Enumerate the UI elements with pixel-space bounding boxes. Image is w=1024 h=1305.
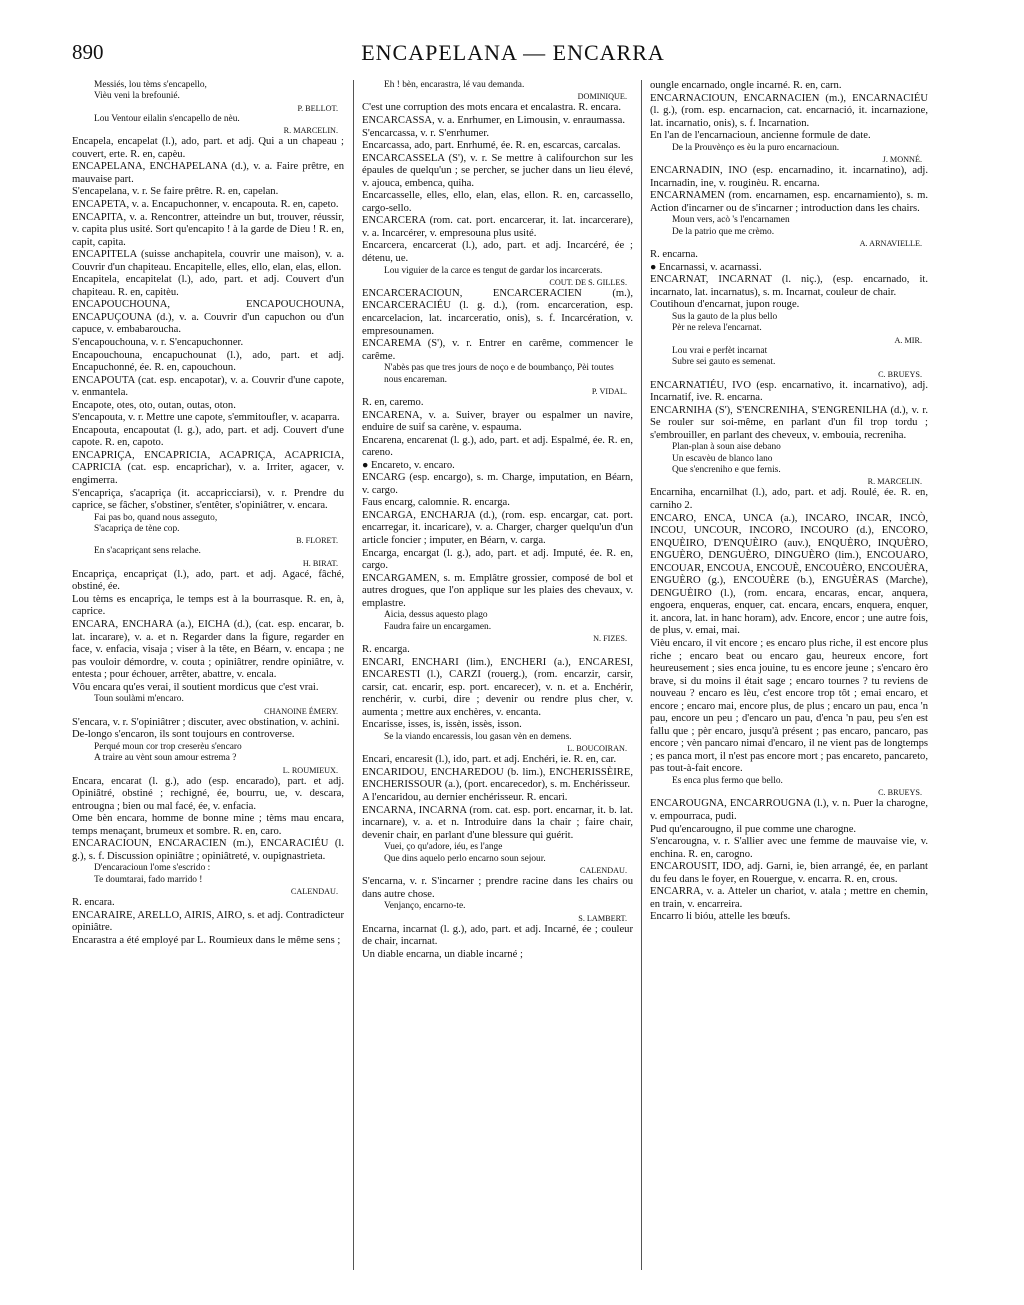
dictionary-entry: S'encapouta, v. r. Mettre une capote, s'emmitoufler, v. acaparra. bbox=[72, 412, 340, 424]
dictionary-entry: S'encarcassa, v. r. S'enrhumer. bbox=[362, 127, 489, 139]
dictionary-entry: S'encapelana, v. r. Se faire prêtre. R. en, capelan. bbox=[72, 186, 279, 198]
quotation: Lou Ventour eilalin s'encapello de nèu. bbox=[94, 113, 240, 124]
column-divider bbox=[353, 80, 354, 1270]
citation-author: B. FLORET. bbox=[296, 536, 338, 546]
dictionary-entry: ENCAPITA, v. a. Rencontrer, atteindre un but, trouver, réussir, v. capita plus usité. Sort qu'encapito ! à la garde de Dieu ! R. en, capit, capita. bbox=[72, 211, 344, 248]
dictionary-entry: Un diable encarna, un diable incarné ; bbox=[362, 948, 523, 960]
quotation: Venjanço, encarno-te. bbox=[384, 901, 466, 912]
dictionary-entry: Encapela, encapelat (l.), ado, part. et adj. Qui a un chapeau ; couvert, erte. R. en, capèu. bbox=[72, 136, 344, 160]
dictionary-entry: ENCAPETA, v. a. Encapuchonner, v. encapouta. R. en, capeto. bbox=[72, 198, 339, 210]
quotation: N'abès pas que tres jours de noço e de boumbanço, Pèi toutes nous encareman. bbox=[384, 363, 614, 385]
quotation: Fai pas bo, quand nous asseguto, bbox=[94, 512, 218, 523]
dictionary-entry: ENCARO, ENCA, UNCA (a.), INCARO, INCAR, INCÒ, INCOU, UNCOUR, INCORO, INCOURO (d.), ENCORO, ENQUÈIRO, D'ENQUÈIRO (auv.), ENQUÈRO, INQUÈRO, ENGUÈRO, DENGUÈRO, DINGUÈRO (lim.), ENCOUARO, ENCOUAR, ENCOUA, ENCOUÈ, ENCOUÈRO, ENCOUÈRA, ENGUÈRO (g.), ENCOUÈRE (b.), ENGUÈRAS (Marche), DENGUÈIRO (l.), (rom. encara, encaras, encar, anquera, engoera, enqueras, enquer, cat. encara, encars, enquera, enquer, it. ancora, lat. in hanc horam), adv. Encore, encor ; une autre fois, de plus, v. emai, mai. bbox=[650, 512, 928, 637]
dictionary-entry: S'encapouchouna, v. r. S'encapuchonner. bbox=[72, 336, 244, 348]
dictionary-entry: R. encara. bbox=[72, 897, 115, 909]
dictionary-entry: oungle encarnado, ongle incarné. R. en, carn. bbox=[650, 80, 842, 91]
dictionary-entry: ENCARENA, v. a. Suiver, brayer ou espalmer un navire, enduire de suif sa carène, v. espauma. bbox=[362, 409, 633, 434]
quotation: D'encaracioun l'ome s'escrido : bbox=[94, 863, 211, 874]
quotation: Eh ! bèn, encarastra, lé vau demanda. bbox=[384, 80, 525, 90]
citation-author: C. BRUEYS. bbox=[878, 369, 922, 379]
dictionary-entry: Encara, encarat (l. g.), ado (esp. encarado), part. et adj. Opiniâtré, obstiné ; rechigné, ée, bourru, ue, v. descara, entrougna ; bien ou mal facé, ée, v. enfacia. bbox=[72, 775, 344, 812]
page-number: 890 bbox=[72, 40, 104, 64]
dictionary-entry: Vôu encara qu'es verai, il soutient mordicus que c'est vrai. bbox=[72, 681, 319, 693]
dictionary-entry: En l'an de l'encarnacioun, ancienne formule de date. bbox=[650, 130, 871, 142]
dictionary-entry: ENCARI, ENCHARI (lim.), ENCHERI (a.), ENCARESI, ENCARESTI (l.), CARZI (rouerg.), (rom. encarzir, carsir, carsir, cat. encarir, esp. port. encarecer), v. n. et a. Enchérir, renchérir, v. curbi, dire ; devenir ou rendre plus cher, v. aumenta ; mettre aux enchères, v. encanta. bbox=[362, 656, 633, 718]
dictionary-entry: Encarcasselle, elles, ello, elan, elas, ellon. R. en, carcassello, cargo-sello. bbox=[362, 190, 633, 214]
dictionary-entry: ENCAPOUCHOUNA, ENCAPOUCHOUNA, ENCAPUÇOUNA (d.), v. a. Couvrir d'un capuchon ou d'un capuce, v. embabaroucha. bbox=[72, 299, 344, 336]
dictionary-entry: ENCARAIRE, ARELLO, AIRIS, AIRO, s. et adj. Contradicteur opiniâtre. bbox=[72, 909, 344, 934]
quotation: Se la viando encaressis, lou gasan vèn en demens. bbox=[384, 731, 572, 742]
citation-author: R. MARCELIN. bbox=[283, 126, 338, 136]
dictionary-entry: Encapriça, encapriçat (l.), ado, part. et adj. Agacé, fâché, obstiné, ée. bbox=[72, 568, 344, 593]
dictionary-entry: Encarna, incarnat (l. g.), ado, part. et adj. Incarné, ée ; couleur de chair, incarnat. bbox=[362, 923, 633, 948]
dictionary-entry: S'encarna, v. r. S'incarner ; prendre racine dans les chairs ou dans autre chose. bbox=[362, 876, 633, 900]
dictionary-entry: Coutihoun d'encarnat, jupon rouge. bbox=[650, 299, 800, 311]
dictionary-entry: ENCAREMA (S'), v. r. Entrer en carême, commencer le carême. bbox=[362, 338, 633, 362]
dictionary-entry: ENCARNIHA (S'), S'ENCRENIHA, S'ENGRENILHA (d.), v. r. Se rouler sur soi-même, en parlant d'un fil trop tordu ; s'embrouiller, en parlant des cheveux, v. embouia, recreniha. bbox=[650, 404, 928, 441]
dictionary-entry: ENCARA, ENCHARA (a.), EICHA (d.), (cat. esp. encarar, b. lat. incarare), v. a. et n. Regarder dans la figure, regarder en face, v. enfacia, visaja ; viser à la tête, en Béarn, v. encapa ; ne pas vouloir démordre, v. couta ; opiniâtrer, rendre opiniâtre, v. entesta ; pour échouer, arrêter, abattre, v. encala. bbox=[72, 619, 344, 681]
citation-author: P. VIDAL. bbox=[591, 387, 627, 397]
citation-author: L. ROUMIEUX. bbox=[282, 765, 338, 775]
dictionary-entry: ENCARNATIÉU, IVO (esp. encarnativo, it. incarnativo), adj. Incarnatif, ive. R. encarna. bbox=[650, 379, 928, 404]
citation-author: N. FIZES. bbox=[593, 634, 627, 644]
citation-author: CHANOINE ÉMERY. bbox=[264, 706, 338, 716]
dictionary-entry: ENCARRA, v. a. Atteler un chariot, v. atala ; mettre en chemin, en train, v. encarreira. bbox=[650, 886, 928, 910]
dictionary-entry: Encarcera, encarcerat (l.), ado, part. et adj. Incarcéré, ée ; détenu, ue. bbox=[362, 240, 633, 264]
dictionary-entry: ENCARG (esp. encargo), s. m. Charge, imputation, en Béarn, v. cargo. bbox=[362, 472, 633, 496]
dictionary-entry: C'est une corruption des mots encara et encalastra. R. encara. bbox=[362, 102, 621, 114]
citation-author: CALENDAU. bbox=[579, 866, 627, 875]
quotation: Vièu veni la brefounié. bbox=[94, 91, 180, 102]
citation-author: H. BIRAT. bbox=[302, 558, 338, 568]
dictionary-entry: ENCARCASSELA (S'), v. r. Se mettre à califourchon sur les épaules de quelqu'un ; se percher, se jucher dans un lieu élevé, v. ajouca, embenca, quiha. bbox=[362, 152, 633, 189]
citation-author: P. BELLOT. bbox=[297, 103, 338, 113]
quotation: Sus la gauto de la plus bello bbox=[672, 311, 778, 322]
dictionary-entry: Encarniha, encarnilhat (l.), ado, part. et adj. Roulé, ée. R. en, carniho 2. bbox=[650, 487, 928, 511]
dictionary-entry: R. en, caremo. bbox=[362, 397, 424, 409]
dictionary-entry: R. encarna. bbox=[650, 249, 698, 261]
dictionary-entry: Encarro li bióu, attelle les bœufs. bbox=[650, 911, 791, 923]
dictionary-entry: Encarisse, isses, is, issèn, issès, isson. bbox=[362, 719, 522, 731]
dictionary-entry: Ome bèn encara, homme de bonne mine ; tèms mau encara, temps menaçant, brumeux et sombre. R. en, caro. bbox=[72, 813, 344, 837]
quotation: Moun vers, acò 's l'encarnamen bbox=[672, 215, 790, 226]
dictionary-entry: ENCARGAMEN, s. m. Emplâtre grossier, composé de bol et autres drogues, que l'on applique sur les plaies des chevaux, v. emplastre. bbox=[362, 572, 633, 609]
dictionary-entry: ENCARIDOU, ENCHAREDOU (b. lim.), ENCHERISSÈIRE, ENCHERISSOUR (a.), (port. encarecedor), s. m. Enchérisseur. bbox=[362, 766, 633, 791]
dictionary-entry: Faus encarg, calomnie. R. encarga. bbox=[362, 497, 510, 509]
quotation: Faudra faire un encargamen. bbox=[384, 621, 492, 632]
quotation: Lou vrai e perfèt incarnat bbox=[672, 345, 768, 356]
dictionary-entry: ENCARACIOUN, ENCARACIEN (m.), ENCARACIÉU (l. g.), s. f. Discussion opiniâtre ; opiniâtreté, v. oupignastrieta. bbox=[72, 838, 344, 862]
quotation: Que s'encreniho e que fernis. bbox=[672, 465, 781, 476]
dictionary-entry: Encarga, encargat (l. g.), ado, part. et adj. Imputé, ée. R. en, cargo. bbox=[362, 547, 633, 572]
dictionary-entry: Encapouta, encapoutat (l. g.), ado, part. et adj. Couvert d'une capote. R. en, capoto. bbox=[72, 424, 344, 449]
quotation: De la patrio que me crèmo. bbox=[672, 226, 775, 237]
dictionary-entry: Encari, encaresit (l.), ido, part. et adj. Enchéri, ie. R. en, car. bbox=[362, 754, 617, 766]
dictionary-entry: ENCAPRIÇA, ENCAPRICIA, ACAPRIÇA, ACAPRICIA, CAPRICIA (cat. esp. encaprichar), v. a. Irriter, agacer, v. engimerra. bbox=[72, 449, 344, 486]
citation-author: CALENDAU. bbox=[290, 887, 338, 897]
dictionary-entry: ENCAPOUTA (cat. esp. encapotar), v. a. Couvrir d'une capote, v. enmantela. bbox=[72, 374, 344, 399]
dictionary-entry: Lou tèms es encapriça, le temps est à la bourrasque. R. en, à, caprice. bbox=[72, 593, 344, 618]
column-3 bbox=[650, 80, 928, 1295]
dictionary-entry: ENCAPITELA (suisse anchapitela, couvrir une maison), v. a. Couvrir d'un chapiteau. Encapitelle, elles, ello, elan, elas, ellon. bbox=[72, 249, 344, 273]
quotation: En s'acapriçant sens relache. bbox=[94, 546, 201, 557]
citation-author: DOMINIQUE. bbox=[577, 92, 627, 102]
dictionary-entry: ENCARNAMEN (rom. encarnamen, esp. encarnamiento), s. m. Action d'incarner ou de s'incarner ; introduction dans les chairs. bbox=[650, 190, 928, 214]
citation-author: A. MIR. bbox=[894, 335, 922, 345]
quotation: S'acapriça de tène cop. bbox=[94, 524, 180, 535]
quotation: A traire au vènt soun amour estrema ? bbox=[94, 753, 237, 764]
quotation: Messiés, lou tèms s'encapello, bbox=[94, 80, 207, 90]
dictionary-entry: S'encapriça, s'acapriça (it. accapricciarsi), v. r. Prendre du caprice, se fâcher, s'obstiner, s'entêter, s'opiniâtrer, v. encara. bbox=[72, 487, 344, 512]
dictionary-entry: ENCARNAT, INCARNAT (l. niç.), (esp. encarnado, it. incarnato, lat. incarnatus), s. m. Incarnat, couleur de chair. bbox=[650, 274, 928, 298]
quotation: De la Prouvènço es èu la puro encarnacioun. bbox=[672, 142, 840, 153]
running-title: ENCAPELANA — ENCARRA bbox=[361, 40, 665, 65]
dictionary-entry: Encarena, encarenat (l. g.), ado, part. et adj. Espalmé, ée. R. en, careno. bbox=[362, 434, 633, 459]
dictionary-entry: S'encarougna, v. r. S'allier avec une femme de mauvaise vie, v. enchina. R. en, carogno. bbox=[650, 836, 928, 860]
dictionary-entry: Encarcassa, ado, part. Enrhumé, ée. R. en, escarcas, carcalas. bbox=[362, 140, 621, 152]
quotation: Te doumtarai, fado marrido ! bbox=[94, 874, 203, 885]
quotation: Un escavèu de blanco lano bbox=[672, 453, 773, 464]
citation-author: R. MARCELIN. bbox=[867, 477, 922, 487]
citation-author: L. BOUCOIRAN. bbox=[567, 744, 627, 754]
dictionary-entry: ENCARNADIN, INO (esp. encarnadino, it. incarnatino), adj. Incarnadin, ine, v. rouginèu. R. encarna. bbox=[650, 165, 928, 189]
dictionary-entry: Vièu encaro, il vit encore ; es encaro plus riche, il est encore plus riche ; encaro beat ou encaro gau, heureux encore, fort heureusement ; sies enca jouine, tu es encore jeune ; s'encaro èro brave, si du moins il était sage ; encaro tournes ? tu reviens de nouveau ? encaro es lèu, c'est encore trop tôt ; emai encaro, et encore ; encaro mai, encore plus, de plus ; encaro un pau, enca 'n pau, encore un peu ; d'encaro un pau, d'enca 'n pau, peu s'en est fallu que ; pèr encaro, jusqu'à présent ; pas encaro, pancaro, pas encore ; vèn pancaro nimai d'encaro, il ne vient pas de longtemps ; es panca mort, il n'est pas encore mort ; pas encareto, pancareto, pas tout-à-fait encore. bbox=[650, 638, 928, 775]
dictionary-entry: ENCARCERACIOUN, ENCARCERACIEN (m.), ENCARCERACIÉU (l. g. d.), (rom. encarceration, esp. encarcelacion, lat. incarceratio, onis), s. f. Incarcération, v. empresounamen. bbox=[362, 287, 633, 337]
citation-author: C. BRUEYS. bbox=[878, 788, 922, 798]
dictionary-entry: ● Encarnassi, v. acarnassi. bbox=[650, 261, 762, 273]
quotation: Plan-plan à soun aise debano bbox=[672, 442, 781, 453]
dictionary-entry: Encapote, otes, oto, outan, outas, oton. bbox=[72, 399, 236, 411]
quotation: Es enca plus fermo que bello. bbox=[672, 776, 783, 787]
quotation: Aicia, dessus aquesto plago bbox=[384, 610, 488, 621]
quotation: Subre sei gauto es semenat. bbox=[672, 357, 776, 368]
citation-author: J. MONNÉ. bbox=[882, 155, 922, 165]
dictionary-entry: R. encarga. bbox=[362, 644, 410, 656]
column-divider bbox=[641, 80, 642, 1270]
dictionary-entry: ENCARNACIOUN, ENCARNACIEN (m.), ENCARNACIÉU (l. g.), (rom. esp. encarnacion, cat. encarnació, it. incarnazione, lat. incarnatio, onis), s. f. Incarnation. bbox=[650, 92, 928, 129]
dictionary-entry: Pud qu'encarougno, il pue comme une charogne. bbox=[650, 823, 857, 835]
dictionary-entry: ENCAPELANA, ENCHAPELANA (d.), v. a. Faire prêtre, en mauvaise part. bbox=[72, 161, 344, 185]
quotation: Toun soulàmi m'encaro. bbox=[94, 694, 184, 705]
quotation: Vuei, ço qu'adore, iéu, es l'ange bbox=[384, 842, 503, 853]
citation-author: A. ARNAVIELLE. bbox=[859, 239, 922, 249]
quotation: Que dins aquelo perlo encarno soun sejour. bbox=[384, 853, 546, 864]
dictionary-entry: S'encara, v. r. S'opiniâtrer ; discuter, avec obstination, v. achini. bbox=[72, 716, 340, 728]
dictionary-entry: ENCARNA, INCARNA (rom. cat. esp. port. encarnar, it. b. lat. incarnare), v. a. et n. Introduire dans la chair ; faire chair, devenir chair, en parlant d'une blessure qui guérit. bbox=[362, 804, 633, 841]
dictionary-entry: De-longo s'encaron, ils sont toujours en controverse. bbox=[72, 729, 295, 741]
citation-author: COUT. DE S. GILLES. bbox=[549, 277, 627, 287]
dictionary-entry: Encapitela, encapitelat (l.), ado, part. et adj. Couvert d'un chapiteau. R. en, capitèu. bbox=[72, 274, 344, 298]
citation-author: S. LAMBERT. bbox=[578, 913, 627, 923]
dictionary-entry: A l'encaridou, au dernier enchérisseur. R. encari. bbox=[362, 792, 568, 803]
dictionary-entry: ENCARGA, ENCHARJA (d.), (rom. esp. encargar, cat. port. encarregar, it. incaricare), v. a. Charger, charger quelqu'un d'un article foncier ; imputer, en Béarn, v. carga. bbox=[362, 509, 633, 547]
dictionary-entry: ENCAROUSIT, IDO, adj. Garni, ie, bien arrangé, ée, en parlant du feu dans le foyer, en Rouergue, v. encarra. R. en, crous. bbox=[650, 861, 928, 885]
dictionary-entry: ● Encareto, v. encaro. bbox=[362, 459, 455, 471]
dictionary-entry: ENCAROUGNA, ENCARROUGNA (l.), v. n. Puer la charogne, v. empourraca, pudi. bbox=[650, 798, 928, 822]
dictionary-entry: ENCARCASSA, v. a. Enrhumer, en Limousin, v. enraumassa. bbox=[362, 114, 626, 126]
column-1 bbox=[72, 80, 344, 1295]
dictionary-entry: Encarastra a été employé par L. Roumieux dans le même sens ; bbox=[72, 934, 341, 946]
quotation: Perqué moun cor trop creserèu s'encaro bbox=[94, 741, 242, 752]
quotation: Lou viguier de la carce es tengut de gardar los incarcerats. bbox=[384, 265, 603, 276]
page-header bbox=[72, 40, 954, 76]
dictionary-entry: ENCARCERA (rom. cat. port. encarcerar, it. lat. incarcerare), v. a. Incarcérer, v. empresouna plus usité. bbox=[362, 215, 633, 239]
column-2 bbox=[362, 80, 633, 1295]
quotation: Pèr ne releva l'encarnat. bbox=[672, 323, 762, 334]
dictionary-entry: Encapouchouna, encapuchounat (l.), ado, part. et adj. Encapuchonné, ée. R. en, capouchoun. bbox=[72, 349, 344, 374]
